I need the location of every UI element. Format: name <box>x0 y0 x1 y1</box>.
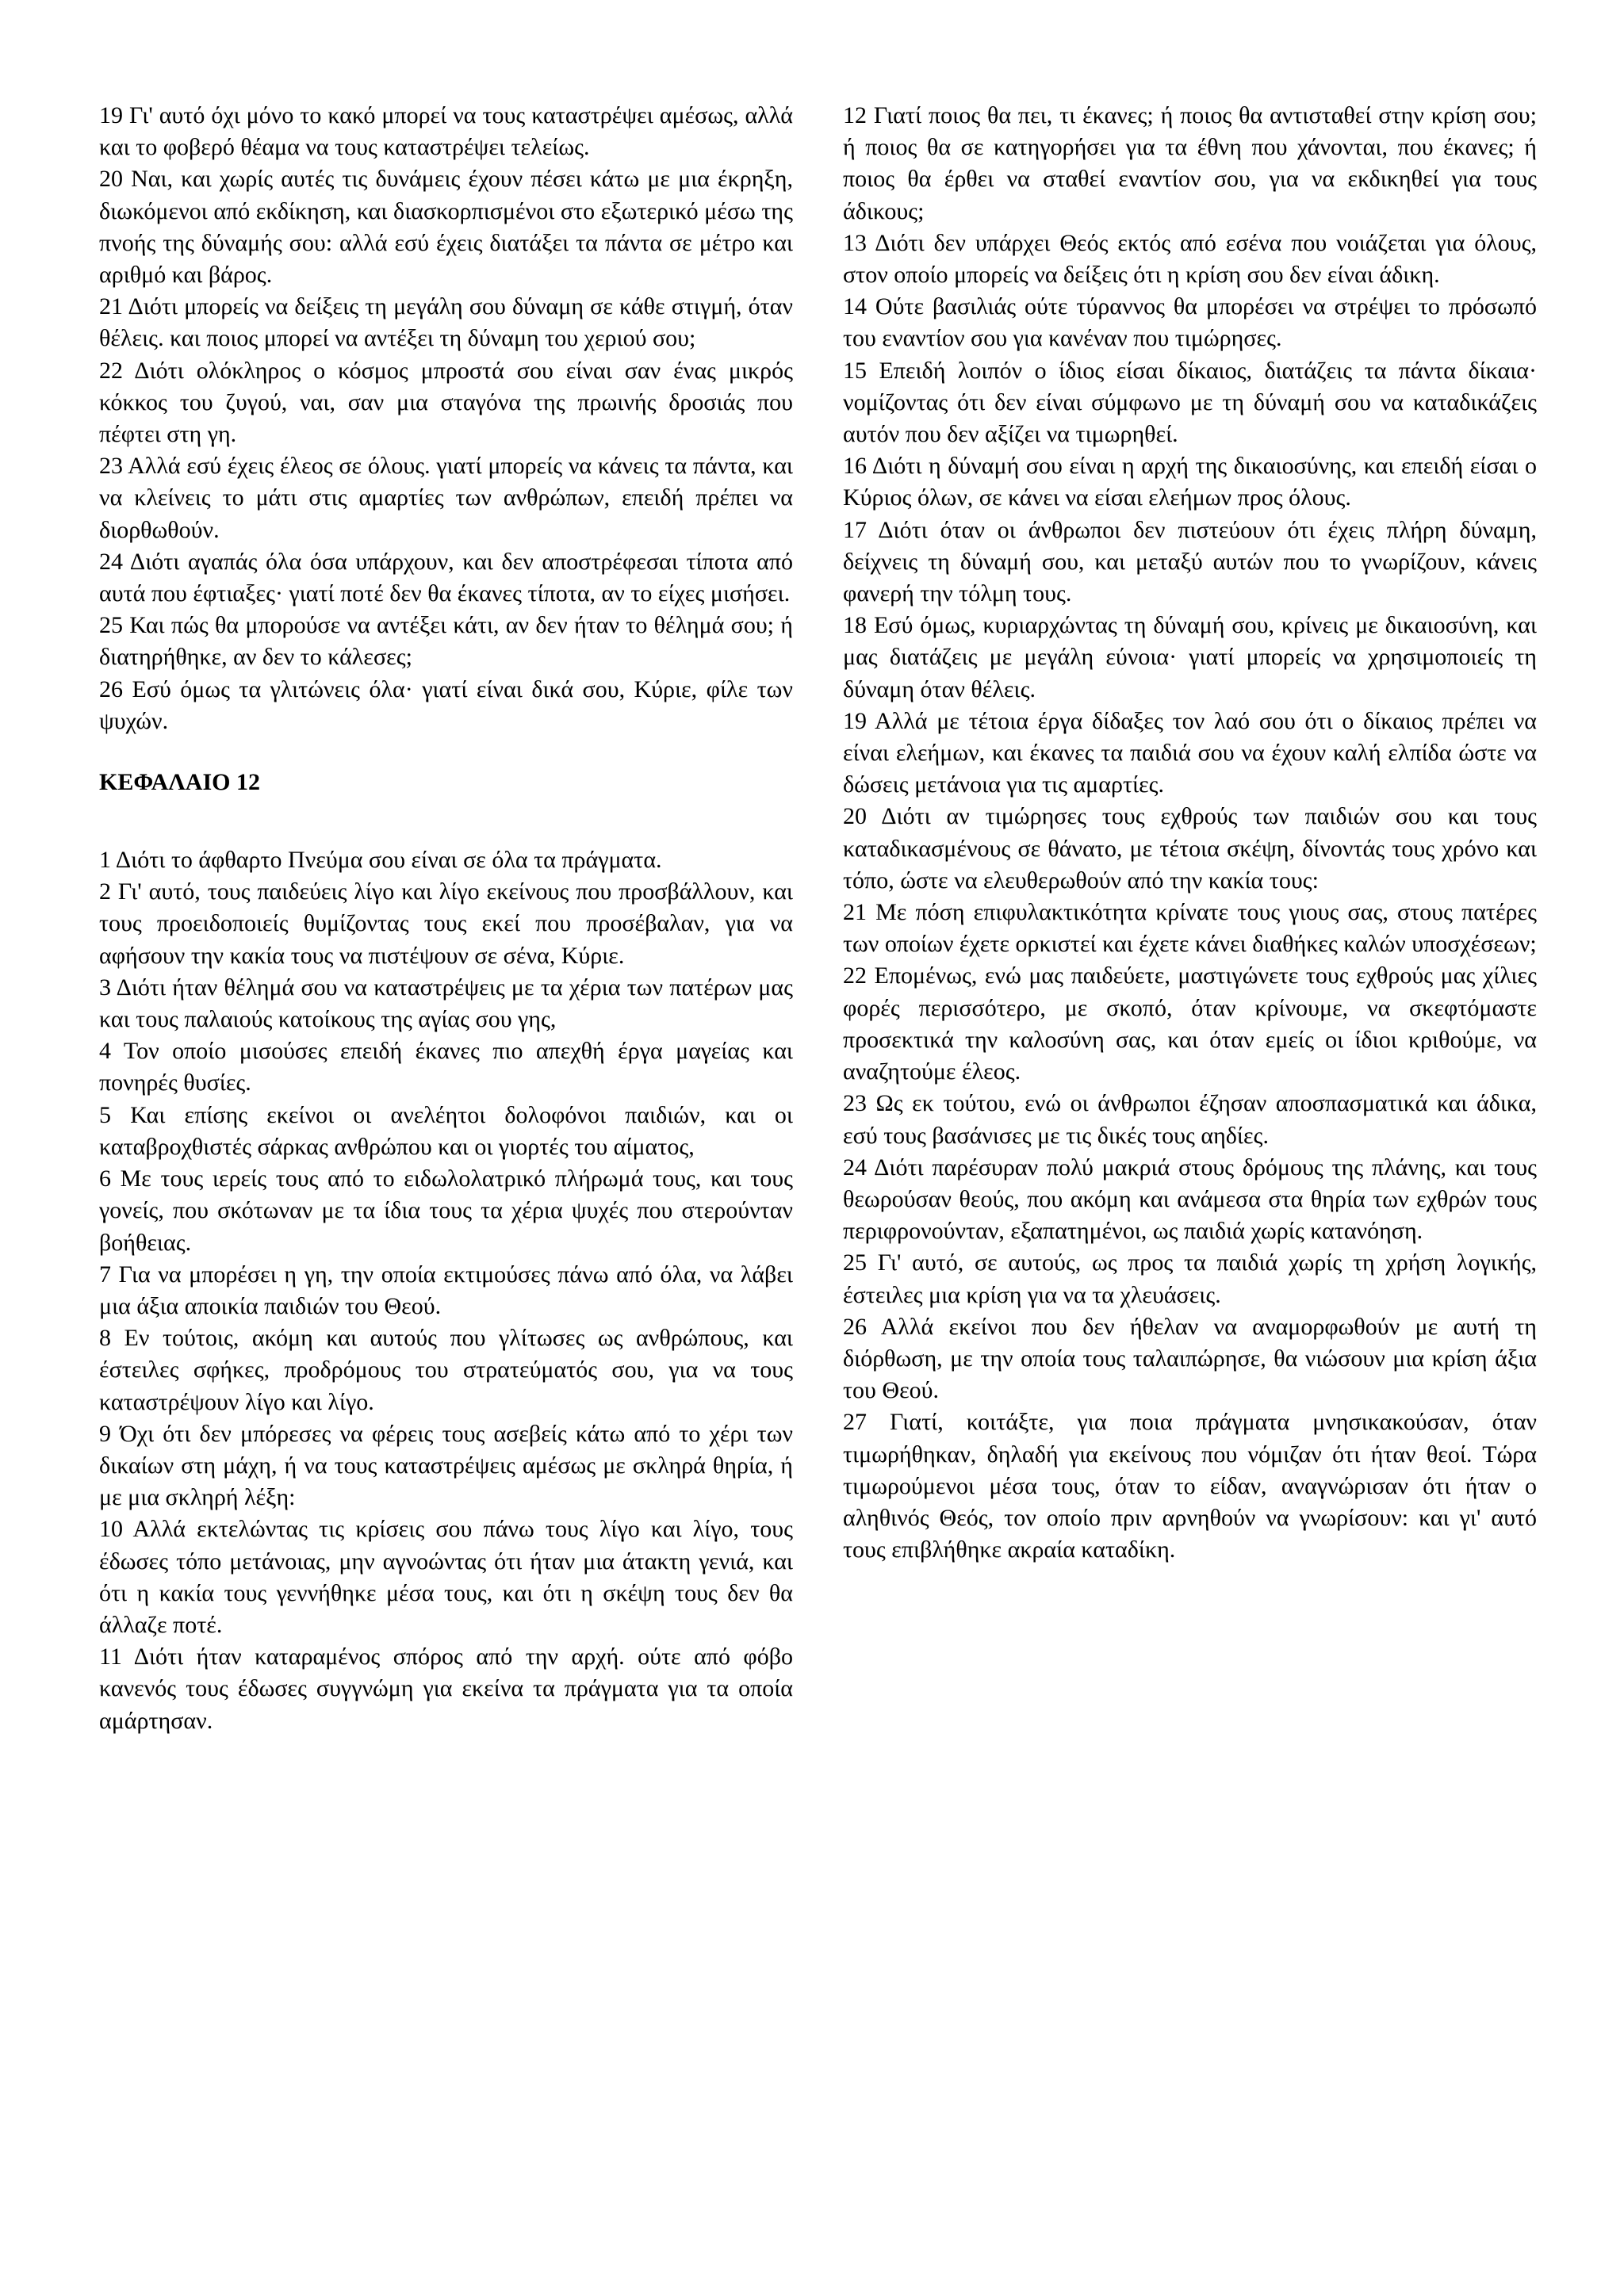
verse-paragraph: 22 Διότι ολόκληρος ο κόσμος μπροστά σου είναι σαν ένας μικρός κόκκος του ζυγού, ναι, σαν μια σταγόνα της πρωινής δροσιάς που πέφτει στη γη. <box>99 357 793 448</box>
verse-paragraph: 23 Αλλά εσύ έχεις έλεος σε όλους. γιατί μπορείς να κάνεις τα πάντα, και να κλείνεις το μάτι στις αμαρτίες των ανθρώπων, επειδή πρέπει να διορθωθούν. <box>99 453 793 543</box>
verse-paragraph: 13 Διότι δεν υπάρχει Θεός εκτός από εσένα που νοιάζεται για όλους, στον οποίο μπορείς να δείξεις ότι η κρίση σου δεν είναι άδικη. <box>843 229 1537 289</box>
verse-paragraph: 4 Τον οποίο μισούσες επειδή έκανες πιο απεχθή έργα μαγείας και πονηρές θυσίες. <box>99 1038 793 1096</box>
verse-paragraph: 10 Αλλά εκτελώντας τις κρίσεις σου πάνω τους λίγο και λίγο, τους έδωσες τόπο μετάνοιας, μην αγνοώντας ότι ήταν μια άτακτη γενιά, και ότι η κακία τους γεννήθηκε μέσα τους, και ότι η σκέψη τους δεν θα άλλαζε ποτέ. <box>99 1516 793 1638</box>
verse-paragraph: 11 Διότι ήταν καταραμένος σπόρος από την αρχή. ούτε από φόβο κανενός τους έδωσες συγγνώμη για εκείνα τα πράγματα για τα οποία αμάρτησαν. <box>99 1644 793 1734</box>
verse-paragraph: 6 Με τους ιερείς τους από το ειδωλολατρικό πλήρωμά τους, και τους γονείς, που σκότωναν με τα ίδια τους τα χέρια ψυχές που στερούνταν βοήθειας. <box>99 1165 793 1256</box>
verse-paragraph: 19 Γι' αυτό όχι μόνο το κακό μπορεί να τους καταστρέψει αμέσως, αλλά και το φοβερό θέαμα να τους καταστρέψει τελείως. <box>99 102 793 161</box>
verse-paragraph: 23 Ως εκ τούτου, ενώ οι άνθρωποι έζησαν αποσπασματικά και άδικα, εσύ τους βασάνισες με τις δικές τους αηδίες. <box>843 1090 1537 1149</box>
chapter-heading: ΚΕΦΑΛΑΙΟ 12 <box>99 769 260 796</box>
verse-paragraph: 17 Διότι όταν οι άνθρωποι δεν πιστεύουν ότι έχεις πλήρη δύναμη, δείχνεις τη δύναμή σου, και μεταξύ αυτών που το γνωρίζουν, κάνεις φανερή την τόλμη τους. <box>843 516 1537 607</box>
verse-paragraph: 1 Διότι το άφθαρτο Πνεύμα σου είναι σε όλα τα πράγματα. <box>99 847 662 874</box>
verse-paragraph: 25 Γι' αυτό, σε αυτούς, ως προς τα παιδιά χωρίς τη χρήση λογικής, έστειλες μια κρίση για να τα χλευάσεις. <box>843 1249 1537 1308</box>
verse-paragraph: 12 Γιατί ποιος θα πει, τι έκανες; ή ποιος θα αντισταθεί στην κρίση σου; ή ποιος θα σε κατηγορήσει για τα έθνη που χάνονται, που έκανες; ή ποιος θα έρθει να σταθεί εναντίον σου, για να εκδικηθεί για τους άδικους; <box>843 102 1537 224</box>
verse-paragraph: 20 Διότι αν τιμώρησες τους εχθρούς των παιδιών σου και τους καταδικασμένους σε θάνατο, με τέτοια σκέψη, δίνοντάς τους χρόνο και τόπο, ώστε να ελευθερωθούν από την κακία τους: <box>843 803 1537 894</box>
verse-paragraph: 18 Εσύ όμως, κυριαρχώντας τη δύναμή σου, κρίνεις με δικαιοσύνη, και μας διατάζεις με μεγάλη εύνοια· γιατί μπορείς να χρησιμοποιείς τη δύναμη όταν θέλεις. <box>843 612 1537 702</box>
verse-paragraph: 21 Διότι μπορείς να δείξεις τη μεγάλη σου δύναμη σε κάθε στιγμή, όταν θέλεις. και ποιος μπορεί να αντέξει τη δύναμη του χεριού σου; <box>99 293 793 352</box>
right-column <box>843 100 1537 1566</box>
verse-paragraph: 25 Και πώς θα μπορούσε να αντέξει κάτι, αν δεν ήταν το θέλημά σου; ή διατηρήθηκε, αν δεν το κάλεσες; <box>99 612 793 671</box>
left-column <box>99 100 793 1737</box>
verse-paragraph: 24 Διότι παρέσυραν πολύ μακριά στους δρόμους της πλάνης, και τους θεωρούσαν θεούς, που ακόμη και ανάμεσα στα θηρία των εχθρών τους περιφρονούνταν, εξαπατημένοι, ως παιδιά χωρίς κατανόηση. <box>843 1154 1537 1245</box>
verse-paragraph: 26 Εσύ όμως τα γλιτώνεις όλα· γιατί είναι δικά σου, Κύριε, φίλε των ψυχών. <box>99 675 793 734</box>
verse-paragraph: 14 Ούτε βασιλιάς ούτε τύραννος θα μπορέσει να στρέψει το πρόσωπό του εναντίον σου για κανέναν που τιμώρησες. <box>843 293 1537 352</box>
verse-paragraph: 7 Για να μπορέσει η γη, την οποία εκτιμούσες πάνω από όλα, να λάβει μια άξια αποικία παιδιών του Θεού. <box>99 1261 793 1319</box>
verse-paragraph: 15 Επειδή λοιπόν ο ίδιος είσαι δίκαιος, διατάζεις τα πάντα δίκαια· νομίζοντας ότι δεν είναι σύμφωνο με τη δύναμή σου να καταδικάζεις αυτόν που δεν αξίζει να τιμωρηθεί. <box>843 357 1537 448</box>
verse-paragraph: 27 Γιατί, κοιτάξτε, για ποια πράγματα μνησικακούσαν, όταν τιμωρήθηκαν, δηλαδή για εκείνους που νόμιζαν ότι ήταν θεοί. Τώρα τιμωρούμενοι μέσα τους, όταν το είδαν, αναγνώρισαν ότι ήταν ο αληθινός Θεός, τον οποίο πριν αρνηθούν να γνωρίσουν: και γι' αυτό τους επιβλήθηκε ακραία καταδίκη. <box>843 1409 1537 1563</box>
verse-paragraph: 26 Αλλά εκείνοι που δεν ήθελαν να αναμορφωθούν με αυτή τη διόρθωση, με την οποία τους ταλαιπώρησε, θα νιώσουν μια κρίση άξια του Θεού. <box>843 1313 1537 1404</box>
verse-paragraph: 21 Με πόση επιφυλακτικότητα κρίνατε τους γιους σας, στους πατέρες των οποίων έχετε ορκιστεί και έχετε κάνει διαθήκες καλών υποσχέσεων; <box>843 899 1537 958</box>
verse-paragraph: 22 Επομένως, ενώ μας παιδεύετε, μαστιγώνετε τους εχθρούς μας χίλιες φορές περισσότερο, με σκοπό, όταν κρίνουμε, να σκεφτόμαστε προσεκτικά την καλοσύνη σας, και όταν εμείς οι ίδιοι κριθούμε, να αναζητούμε έλεος. <box>843 962 1537 1085</box>
verse-paragraph: 8 Εν τούτοις, ακόμη και αυτούς που γλίτωσες ως ανθρώπους, και έστειλες σφήκες, προδρόμους του στρατεύματός σου, για να τους καταστρέψουν λίγο και λίγο. <box>99 1325 793 1415</box>
verse-paragraph: 3 Διότι ήταν θέλημά σου να καταστρέψεις με τα χέρια των πατέρων μας και τους παλαιούς κατοίκους της αγίας σου γης, <box>99 974 793 1033</box>
verse-paragraph: 16 Διότι η δύναμή σου είναι η αρχή της δικαιοσύνης, και επειδή είσαι ο Κύριος όλων, σε κάνει να είσαι ελεήμων προς όλους. <box>843 453 1537 511</box>
verse-paragraph: 5 Και επίσης εκείνοι οι ανελέητοι δολοφόνοι παιδιών, και οι καταβροχθιστές σάρκας ανθρώπου και οι γιορτές του αίματος, <box>99 1101 793 1160</box>
verse-paragraph: 9 Όχι ότι δεν μπόρεσες να φέρεις τους ασεβείς κάτω από το χέρι των δικαίων στη μάχη, ή να τους καταστρέψεις αμέσως με σκληρά θηρία, ή με μια σκληρή λέξη: <box>99 1420 793 1511</box>
verse-paragraph: 19 Αλλά με τέτοια έργα δίδαξες τον λαό σου ότι ο δίκαιος πρέπει να είναι ελεήμων, και έκανες τα παιδιά σου να έχουν καλή ελπίδα ώστε να δώσεις μετάνοια για τις αμαρτίες. <box>843 707 1537 798</box>
verse-paragraph: 24 Διότι αγαπάς όλα όσα υπάρχουν, και δεν αποστρέφεσαι τίποτα από αυτά που έφτιαξες· γιατί ποτέ δεν θα έκανες τίποτα, αν το είχες μισήσει. <box>99 548 793 607</box>
verse-paragraph: 20 Ναι, και χωρίς αυτές τις δυνάμεις έχουν πέσει κάτω με μια έκρηξη, διωκόμενοι από εκδίκηση, και διασκορπισμένοι στο εξωτερικό μέσω της πνοής της δύναμής σου: αλλά εσύ έχεις διατάξει τα πάντα σε μέτρο και αριθμό και βάρος. <box>99 166 793 289</box>
verse-paragraph: 2 Γι' αυτό, τους παιδεύεις λίγο και λίγο εκείνους που προσβάλλουν, και τους προειδοποιείς θυμίζοντας τους εκεί που προσέβαλαν, για να αφήσουν την κακία τους να πιστέψουν σε σένα, Κύριε. <box>99 878 793 969</box>
